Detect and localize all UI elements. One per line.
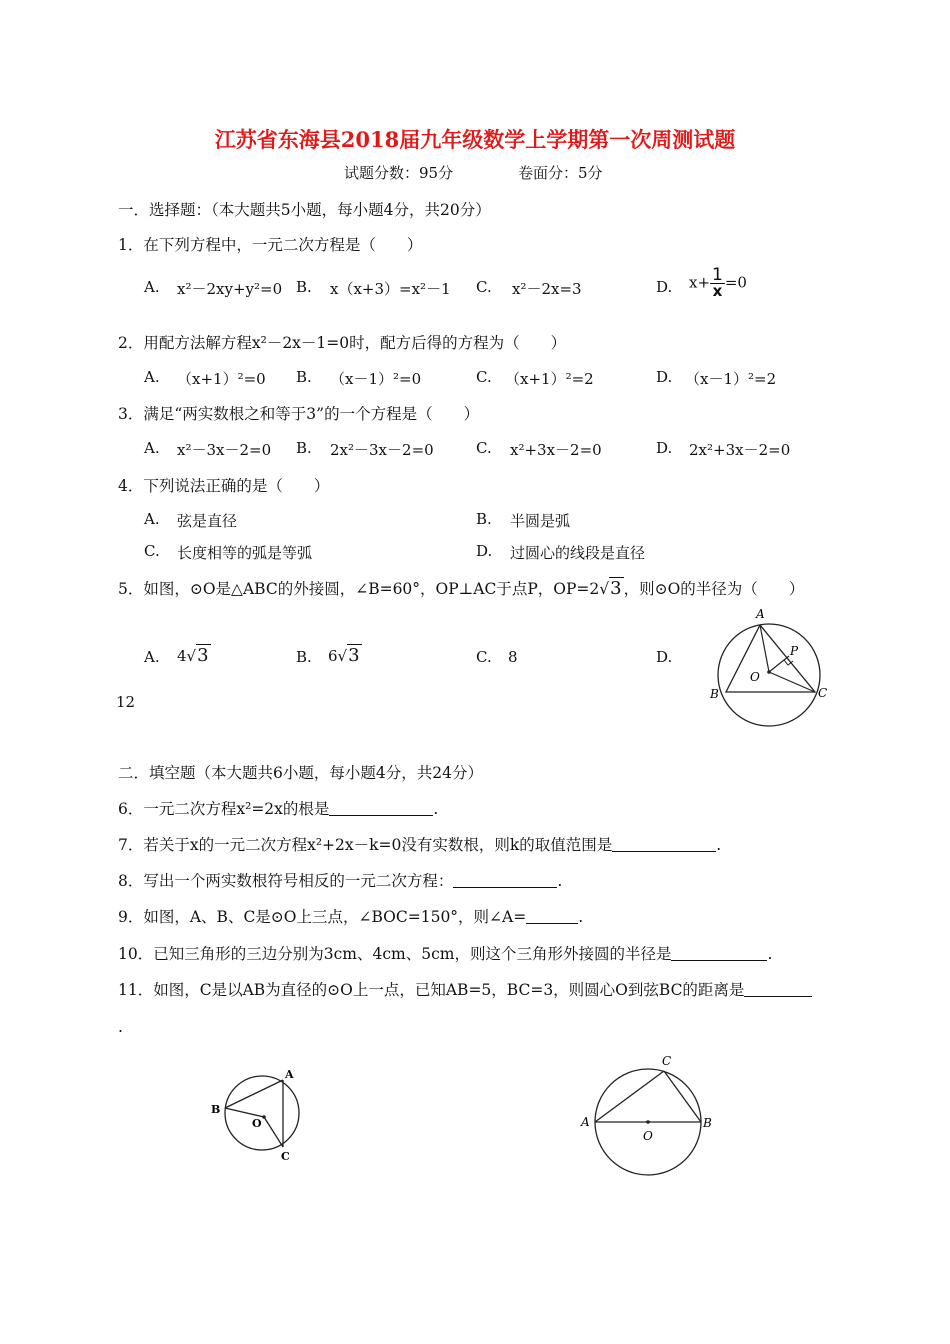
q4-stem: 4．下列说法正确的是（ ） <box>118 477 330 495</box>
q4-option-a-label: A. <box>144 510 160 528</box>
section1-heading: 一．选择题：（本大题共5小题，每小题4分，共20分） <box>118 201 491 219</box>
q8-answer-blank <box>453 873 557 888</box>
q7-period: . <box>716 836 722 854</box>
q9-radius-ob <box>225 1108 264 1117</box>
q11-chord-cb <box>664 1071 701 1122</box>
section2-heading: 二．填空题（本大题共6小题，每小题4分，共24分） <box>118 764 483 782</box>
q7-answer-blank <box>612 837 716 852</box>
q5-label-p: P <box>790 644 799 658</box>
q2-option-b: （x－1）²=0 <box>330 370 422 388</box>
q3-option-d-label: D. <box>656 439 673 457</box>
q5-option-d-label: D. <box>656 648 673 666</box>
q2-option-a: （x+1）²=0 <box>177 370 266 388</box>
q9-chord-ba <box>225 1080 283 1108</box>
q2-option-a-label: A. <box>144 368 160 386</box>
q1-option-b: x（x+3）=x²－1 <box>330 280 451 298</box>
q4-option-b-label: B. <box>476 510 492 528</box>
q1-d-suffix: =0 <box>724 273 747 292</box>
q11-figure <box>575 1050 720 1180</box>
q1-d-numerator: 1 <box>712 265 723 285</box>
q10-text: 10．已知三角形的三边分别为3cm、4cm、5cm，则这个三角形外接圆的半径是 <box>118 945 672 963</box>
q6-text: 6．一元二次方程x²=2x的根是 <box>118 800 330 818</box>
q5-label-a: A <box>756 607 765 621</box>
q3-option-c-label: C. <box>476 439 492 457</box>
q9-figure <box>205 1064 305 1164</box>
q11-period: . <box>118 1018 123 1036</box>
q9-text: 9．如图，A、B、C是⊙O上三点，∠BOC=150°，则∠A= <box>118 908 527 926</box>
q1-option-a: x²－2xy+y²=0 <box>177 280 283 298</box>
q3-option-a-label: A. <box>144 439 160 457</box>
q11-text: 11．如图，C是以AB为直径的⊙O上一点，已知AB=5，BC=3，则圆心O到弦BC的距离是 <box>118 981 745 999</box>
q5-option-d: 12 <box>116 693 136 711</box>
q4-option-a: 弦是直径 <box>177 512 238 530</box>
q1-d-fraction <box>710 265 725 300</box>
q5-a-coef: 4 <box>177 647 187 665</box>
q5-center-dot <box>767 670 771 674</box>
q2-option-d: （x－1）²=2 <box>685 370 777 388</box>
q2-option-c: （x+1）²=2 <box>505 370 594 388</box>
q3-option-a: x²－3x－2=0 <box>177 441 272 459</box>
q6 <box>118 797 438 819</box>
q5-segment-op <box>769 656 789 672</box>
q2-option-d-label: D. <box>656 368 673 386</box>
q11-chord-ac <box>595 1071 664 1122</box>
q5-b-coef: 6 <box>328 647 338 665</box>
q5-option-b-label: B. <box>296 648 312 666</box>
q5-option-a-label: A. <box>144 648 160 666</box>
q10-period: . <box>767 945 773 963</box>
q4-option-d-label: D. <box>476 542 493 560</box>
q3-option-b: 2x²－3x－2=0 <box>330 441 434 459</box>
q3-option-d: 2x²+3x－2=0 <box>689 441 791 459</box>
q4-option-c: 长度相等的弧是等弧 <box>177 544 313 562</box>
q9-label-b: B <box>211 1103 221 1116</box>
q1-option-c-label: C. <box>476 278 492 296</box>
q4-option-b: 半圆是弧 <box>510 512 571 530</box>
neatness-score: 卷面分：5分 <box>518 164 603 182</box>
q5-option-a <box>177 645 211 666</box>
q1-d-prefix: x+ <box>689 273 711 292</box>
q6-period: . <box>433 800 439 818</box>
q11-label-b: B <box>703 1116 712 1130</box>
q11-center-dot <box>646 1120 650 1124</box>
q5-option-c: 8 <box>508 648 518 666</box>
q1-option-a-label: A. <box>144 278 160 296</box>
q11-label-c: C <box>662 1054 672 1068</box>
q5-label-c: C <box>818 686 828 700</box>
page-title: 江苏省东海县2018届九年级数学上学期第一次周测试题 <box>214 127 736 152</box>
q1-option-d <box>689 265 747 300</box>
q11 <box>118 978 812 1000</box>
q3-option-b-label: B. <box>296 439 312 457</box>
q5-label-o: O <box>750 670 760 684</box>
q9-radius-oc <box>264 1117 283 1147</box>
q1-stem: 1．在下列方程中，一元二次方程是（ ） <box>118 236 423 254</box>
q5-figure <box>700 605 840 730</box>
q5-stem-pre: 5．如图，⊙O是△ABC的外接圆，∠B=60°，OP⊥AC于点P，OP=2 <box>118 580 600 598</box>
q5-stem-radicand: 3 <box>610 578 622 599</box>
q3-stem: 3．满足“两实数根之和等于3”的一个方程是（ ） <box>118 405 480 423</box>
q11-answer-blank <box>744 982 812 997</box>
q2-option-c-label: C. <box>476 368 492 386</box>
q3-option-c: x²+3x－2=0 <box>510 441 602 459</box>
q5-stem-post: ，则⊙O的半径为（ ） <box>623 580 805 598</box>
q5-circle <box>718 624 820 726</box>
q8-text: 8．写出一个两实数根符号相反的一元二次方程： <box>118 872 454 890</box>
q9-circle <box>225 1076 299 1150</box>
q1-option-d-label: D. <box>656 278 673 296</box>
q8 <box>118 869 562 891</box>
total-score: 试题分数：95分 <box>344 164 454 182</box>
q7 <box>118 833 721 855</box>
q5-b-radicand: 3 <box>348 645 360 666</box>
q5-option-b <box>328 645 362 666</box>
q1-d-denominator: x <box>712 282 723 300</box>
q4-option-d: 过圆心的线段是直径 <box>510 544 646 562</box>
q9-label-a: A <box>285 1068 294 1081</box>
q5-stem-sqrt: √3 <box>599 578 622 599</box>
q9-period: . <box>578 908 584 926</box>
q10-answer-blank <box>671 946 767 961</box>
q5-option-c-label: C. <box>476 648 492 666</box>
q9-answer-blank <box>526 909 578 924</box>
q5-label-b: B <box>710 687 719 701</box>
q9-label-c: C <box>281 1150 290 1163</box>
q10 <box>118 942 772 964</box>
q1-option-c: x²－2x=3 <box>512 280 582 298</box>
q9 <box>118 905 583 927</box>
q9-center-dot <box>262 1115 266 1119</box>
q8-period: . <box>557 872 563 890</box>
q6-answer-blank <box>329 801 433 816</box>
q7-text: 7．若关于x的一元二次方程x²+2x－k=0没有实数根，则k的取值范围是 <box>118 836 613 854</box>
q5-segment-oc <box>769 672 815 692</box>
q9-label-o: O <box>252 1117 262 1130</box>
q11-label-a: A <box>581 1115 590 1129</box>
q5-segment-oa <box>760 625 769 672</box>
q4-option-c-label: C. <box>144 542 160 560</box>
q1-option-b-label: B. <box>296 278 312 296</box>
q2-stem: 2．用配方法解方程x²－2x－1=0时，配方后得的方程为（ ） <box>118 334 567 352</box>
q11-label-o: O <box>643 1129 653 1143</box>
q5-a-sqrt: √3 <box>186 645 209 666</box>
q5-stem <box>118 577 804 599</box>
q5-a-radicand: 3 <box>197 645 209 666</box>
q2-option-b-label: B. <box>296 368 312 386</box>
q5-b-sqrt: √3 <box>337 645 360 666</box>
